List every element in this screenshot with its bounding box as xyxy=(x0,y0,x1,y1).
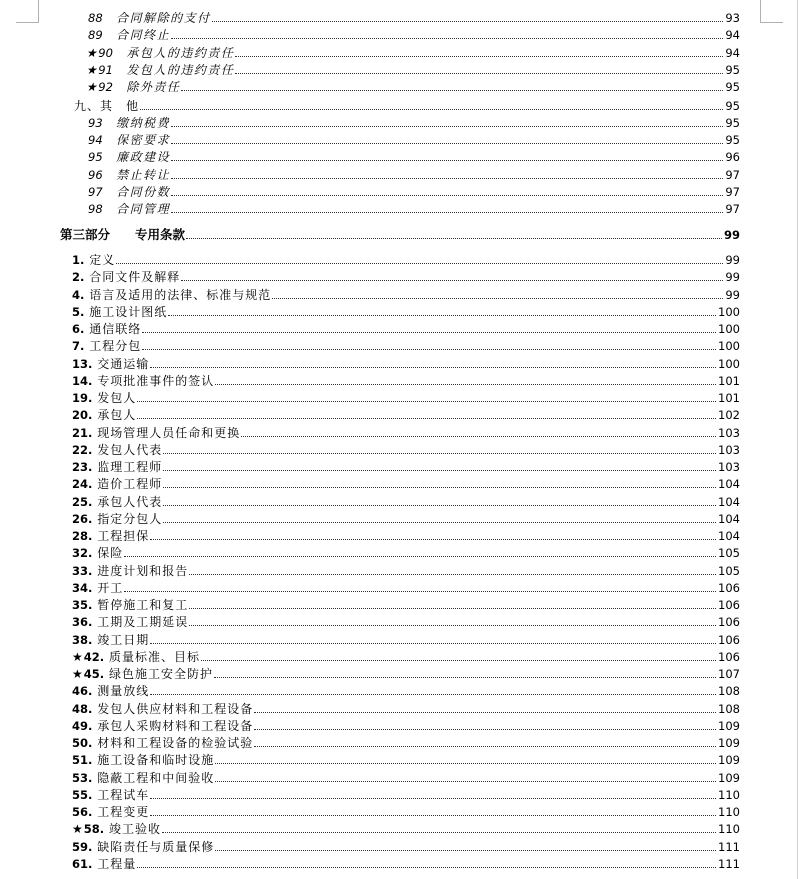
toc-entry-number: 58. xyxy=(83,822,105,837)
toc-entry-label xyxy=(0,133,170,147)
toc-page-number: 94 xyxy=(725,45,740,60)
toc-entry-title: 通信联络 xyxy=(84,322,142,336)
toc-entry-number: 7. xyxy=(72,339,85,354)
toc-clause[interactable] xyxy=(0,388,740,405)
toc-entry-number: 95 xyxy=(88,150,103,165)
dot-leader xyxy=(171,195,723,196)
toc-entry-title: 定义 xyxy=(84,253,116,267)
toc-entry-number: 56. xyxy=(72,805,93,819)
toc-entry-label xyxy=(0,598,188,612)
toc-entry-label xyxy=(0,46,234,60)
toc-entry[interactable] xyxy=(0,25,740,42)
toc-entry-title: 指定分包人 xyxy=(92,511,163,526)
dot-leader xyxy=(150,539,716,540)
toc-entry-label xyxy=(0,408,136,422)
toc-entry-title: 缺陷责任与质量保修 xyxy=(92,839,215,854)
toc-page-number: 99 xyxy=(725,253,740,267)
toc-entry[interactable] xyxy=(0,130,740,147)
toc-entry-label xyxy=(0,426,240,440)
toc-entry-title: 合同解除的支付 xyxy=(102,11,211,25)
toc-entry-label xyxy=(0,305,167,319)
toc-page-number: 109 xyxy=(718,753,740,768)
toc-entry-number: 55. xyxy=(72,787,93,802)
toc-clause[interactable] xyxy=(0,854,740,871)
toc-clause[interactable] xyxy=(0,612,740,629)
toc-clause[interactable] xyxy=(0,423,740,440)
toc-entry-title: 进度计划和报告 xyxy=(92,563,189,578)
toc-page-number: 99 xyxy=(723,228,740,242)
toc-entry-title: 工期及工期延误 xyxy=(92,615,189,630)
toc-entry-label xyxy=(0,374,214,388)
toc-page-number: 105 xyxy=(718,546,740,561)
toc-entry-label xyxy=(0,80,180,94)
toc-entry-label xyxy=(0,28,170,42)
dot-leader xyxy=(163,505,716,506)
toc-clause[interactable] xyxy=(0,509,740,526)
dot-leader xyxy=(215,781,716,782)
toc-entry-title: 合同份数 xyxy=(102,184,171,199)
toc-entry-label xyxy=(0,99,139,113)
star-mark: ★ xyxy=(72,649,84,664)
toc-clause[interactable] xyxy=(0,440,740,457)
toc-page-number: 110 xyxy=(718,822,740,837)
dot-leader xyxy=(241,436,716,437)
toc-clause[interactable] xyxy=(0,699,740,716)
toc-entry-number: 46. xyxy=(72,684,93,699)
toc-entry-number: 1. xyxy=(72,253,85,267)
toc-page-number: 97 xyxy=(725,202,740,216)
toc-entry-label xyxy=(0,443,162,457)
toc-page-number: 94 xyxy=(725,28,740,43)
toc-entry-title: 工程试车 xyxy=(92,787,150,802)
toc-page-number: 102 xyxy=(718,408,740,423)
toc-entry-number: 51. xyxy=(72,753,93,768)
toc-page-number: 109 xyxy=(718,718,740,733)
toc-page-number: 100 xyxy=(718,322,740,336)
toc-page-number: 101 xyxy=(718,373,740,388)
toc-entry-number: 91 xyxy=(98,62,113,77)
toc-entry-number: 92 xyxy=(98,80,113,95)
toc-page-number: 110 xyxy=(718,805,740,819)
toc-entry-label xyxy=(0,391,136,405)
toc-entry-label xyxy=(0,736,253,750)
dot-leader xyxy=(171,143,723,144)
toc-clause[interactable] xyxy=(0,768,740,785)
toc-page-number: 111 xyxy=(718,839,740,854)
toc-entry[interactable] xyxy=(0,60,740,77)
toc-part-title: 第三部分 专用条款 xyxy=(60,227,186,242)
toc-clause[interactable] xyxy=(0,733,740,750)
toc-entry-label xyxy=(0,460,162,474)
dot-leader xyxy=(181,280,723,281)
dot-leader xyxy=(212,21,724,22)
toc-entry-title: 承包人 xyxy=(92,408,137,423)
toc-entry-title: 施工设备和临时设施 xyxy=(92,753,215,768)
toc-page-number: 108 xyxy=(718,701,740,716)
toc-entry-label xyxy=(0,202,170,216)
toc-page-number: 108 xyxy=(718,684,740,699)
toc-clause[interactable] xyxy=(0,405,740,422)
toc-entry-number: 61. xyxy=(72,856,93,871)
toc-clause[interactable] xyxy=(0,837,740,854)
toc-entry[interactable] xyxy=(0,147,740,164)
dot-leader xyxy=(162,832,716,833)
toc-page-number: 99 xyxy=(725,287,740,302)
dot-leader xyxy=(116,263,723,264)
toc-entry-number: 34. xyxy=(72,580,93,595)
toc-entry-number: 14. xyxy=(72,373,93,388)
toc-entry-title: 合同管理 xyxy=(102,202,171,216)
toc-entry-label xyxy=(0,63,234,77)
toc-page-number: 100 xyxy=(718,304,740,319)
dot-leader xyxy=(235,56,723,57)
toc-entry-label xyxy=(0,857,136,871)
toc-clause[interactable] xyxy=(0,457,740,474)
toc-entry-number: 5. xyxy=(72,304,85,319)
toc-clause[interactable] xyxy=(0,630,740,647)
dot-leader xyxy=(189,574,716,575)
toc-page-number: 110 xyxy=(718,787,740,802)
toc-entry-number: 4. xyxy=(72,287,85,302)
toc-entry-label xyxy=(0,339,141,353)
toc-entry-title: 隐蔽工程和中间验收 xyxy=(92,770,215,785)
toc-entry-label xyxy=(0,185,170,199)
toc-entry-label xyxy=(0,822,161,836)
toc-clause[interactable] xyxy=(0,681,740,698)
toc-page-number: 111 xyxy=(718,856,740,871)
dot-leader xyxy=(163,522,716,523)
toc-entry-label xyxy=(0,805,149,819)
dot-leader xyxy=(163,487,716,488)
toc-entry-title: 工程分包 xyxy=(84,339,142,354)
dot-leader xyxy=(215,850,716,851)
toc-entry-title: 合同终止 xyxy=(102,28,171,43)
toc-entry[interactable] xyxy=(0,77,740,94)
toc-entry-label xyxy=(0,322,141,336)
dot-leader xyxy=(124,556,716,557)
toc-entry-title: 竣工日期 xyxy=(92,632,150,647)
toc-page-number: 109 xyxy=(718,736,740,750)
toc-entry-label xyxy=(0,477,162,491)
toc-page-number: 101 xyxy=(718,391,740,405)
toc-entry-number: 25. xyxy=(72,494,93,509)
dot-leader xyxy=(171,38,723,39)
toc-clause[interactable] xyxy=(0,802,740,819)
toc-entry-number: 59. xyxy=(72,839,93,854)
toc-clause[interactable] xyxy=(0,578,740,595)
toc-entry-label xyxy=(0,771,214,785)
toc-entry-title: 造价工程师 xyxy=(92,477,163,492)
toc-entry-number: 89 xyxy=(88,28,103,43)
toc-page-number: 100 xyxy=(718,339,740,354)
toc-entry-title: 合同文件及解释 xyxy=(84,270,181,285)
toc-page-number: 95 xyxy=(725,80,740,95)
dot-leader xyxy=(124,591,716,592)
toc-entry-title: 质量标准、目标 xyxy=(104,649,200,664)
toc-entry-number: 2. xyxy=(72,270,85,285)
toc-page-number: 103 xyxy=(718,460,740,474)
toc-entry-title: 承包人代表 xyxy=(92,494,163,509)
toc-page-number: 106 xyxy=(718,615,740,630)
dot-leader xyxy=(171,160,723,161)
dot-leader xyxy=(171,178,723,179)
toc-page-number: 104 xyxy=(718,511,740,526)
toc-entry-title: 交通运输 xyxy=(92,356,150,371)
toc-page-number: 104 xyxy=(718,477,740,492)
toc-clause[interactable] xyxy=(0,354,740,371)
toc-entry-title: 竣工验收 xyxy=(104,822,161,837)
toc-entry-title: 保险 xyxy=(92,546,124,561)
toc-entry-label xyxy=(0,270,180,284)
toc-entry-label xyxy=(0,546,123,560)
toc-entry-number: 98 xyxy=(88,202,103,216)
toc-entry-label xyxy=(0,228,185,242)
toc-page-number: 104 xyxy=(718,529,740,543)
toc-entry-number: 22. xyxy=(72,442,93,457)
toc-entry-label xyxy=(0,753,214,767)
toc-entry-label xyxy=(0,253,115,267)
toc-entry-label xyxy=(0,529,149,543)
toc-page-number: 103 xyxy=(718,442,740,457)
toc-entry-title: 绿色施工安全防护 xyxy=(104,667,213,681)
dot-leader xyxy=(189,625,716,626)
toc-page-number: 97 xyxy=(725,184,740,199)
toc-entry-number: 26. xyxy=(72,511,93,526)
dot-leader xyxy=(150,694,716,695)
dot-leader xyxy=(186,238,722,239)
toc-entry-title: 廉政建设 xyxy=(102,150,171,165)
toc-entry-label xyxy=(0,650,200,664)
toc-entry-title: 施工设计图纸 xyxy=(84,304,168,319)
toc-page-number: 96 xyxy=(725,150,740,165)
toc-page-number: 95 xyxy=(725,116,740,130)
toc-clause[interactable] xyxy=(0,595,740,612)
toc-entry-title: 现场管理人员任命和更换 xyxy=(92,425,241,440)
toc-page-number: 106 xyxy=(718,598,740,612)
toc-part[interactable] xyxy=(0,225,740,242)
toc-entry-title: 专项批准事件的签认 xyxy=(92,373,215,388)
toc-clause[interactable] xyxy=(0,543,740,560)
toc-page-number: 106 xyxy=(718,649,740,664)
toc-page-number: 106 xyxy=(718,632,740,647)
toc-entry-number: 32. xyxy=(72,546,93,561)
dot-leader xyxy=(215,763,716,764)
toc-entry-label xyxy=(0,633,149,647)
dot-leader xyxy=(254,712,716,713)
toc-entry-title: 语言及适用的法律、标准与规范 xyxy=(84,287,272,302)
toc-entry-title: 发包人供应材料和工程设备 xyxy=(92,701,254,716)
toc-entry-number: 24. xyxy=(72,477,93,492)
toc-entry-label xyxy=(0,667,213,681)
dot-leader xyxy=(142,332,716,333)
toc-entry-title: 承包人的违约责任 xyxy=(112,45,235,60)
toc-entry-title: 禁止转让 xyxy=(102,167,171,182)
toc-entry-number: 96 xyxy=(88,167,103,182)
dot-leader xyxy=(214,677,716,678)
toc-entry-title: 缴纳税费 xyxy=(102,116,171,130)
toc-clause[interactable] xyxy=(0,371,740,388)
toc-entry-number: 19. xyxy=(72,391,93,405)
dot-leader xyxy=(272,298,723,299)
toc-entry-title: 保密要求 xyxy=(102,133,171,148)
toc-page-number: 104 xyxy=(718,494,740,509)
toc-clause[interactable] xyxy=(0,302,740,319)
toc-clause[interactable] xyxy=(0,250,740,267)
dot-leader xyxy=(150,798,716,799)
toc-clause[interactable] xyxy=(0,474,740,491)
star-mark: ★ xyxy=(86,62,99,77)
toc-entry-number: 42. xyxy=(83,649,105,664)
toc-entry-number: 35. xyxy=(72,598,93,612)
toc-entry-number: 13. xyxy=(72,356,93,371)
toc-clause[interactable] xyxy=(0,492,740,509)
dot-leader xyxy=(163,453,716,454)
toc-page-number: 99 xyxy=(725,270,740,285)
toc-entry-label xyxy=(0,357,149,371)
toc-clause[interactable] xyxy=(0,664,740,681)
toc-entry-label xyxy=(0,168,170,182)
toc-entry-number: 20. xyxy=(72,408,93,423)
toc-entry-label xyxy=(0,288,271,302)
dot-leader xyxy=(137,418,716,419)
toc-entry-label xyxy=(0,11,211,25)
toc-page-number: 105 xyxy=(718,563,740,578)
toc-entry-label xyxy=(0,581,123,595)
toc-entry[interactable] xyxy=(0,113,740,130)
toc-entry-title: 发包人代表 xyxy=(92,442,163,457)
toc-page-number: 93 xyxy=(725,11,740,25)
dot-leader xyxy=(171,212,723,213)
toc-entry-title: 材料和工程设备的检验试验 xyxy=(92,736,254,750)
star-mark: ★ xyxy=(86,45,99,60)
dot-leader xyxy=(235,73,723,74)
toc-clause[interactable] xyxy=(0,819,740,836)
toc-entry-label xyxy=(0,564,188,578)
dot-leader xyxy=(163,470,716,471)
toc-entry-label xyxy=(0,116,170,130)
toc-clause[interactable] xyxy=(0,336,740,353)
toc-entry-label xyxy=(0,788,149,802)
toc-entry-number: 97 xyxy=(88,184,103,199)
toc-clause[interactable] xyxy=(0,526,740,543)
toc-entry-label xyxy=(0,702,253,716)
toc-entry[interactable] xyxy=(0,8,740,25)
dot-leader xyxy=(181,90,723,91)
toc-page-number: 107 xyxy=(718,667,740,681)
toc-entry-title: 发包人 xyxy=(92,391,137,405)
dot-leader xyxy=(168,315,716,316)
toc-entry-label xyxy=(0,684,149,698)
toc-entry-label xyxy=(0,512,162,526)
toc-entry[interactable] xyxy=(0,43,740,60)
toc-page-number: 97 xyxy=(725,167,740,182)
toc-page-number: 95 xyxy=(725,62,740,77)
toc-clause[interactable] xyxy=(0,319,740,336)
dot-leader xyxy=(150,367,716,368)
dot-leader xyxy=(142,349,716,350)
toc-clause[interactable] xyxy=(0,285,740,302)
toc-entry-number: 53. xyxy=(72,770,93,785)
toc-entry-label xyxy=(0,840,214,854)
toc-page-number: 106 xyxy=(718,580,740,595)
toc-entry-number: 23. xyxy=(72,460,93,474)
toc-entry-label xyxy=(0,615,188,629)
toc-clause[interactable] xyxy=(0,647,740,664)
toc-entry-number: 49. xyxy=(72,718,93,733)
toc-entry-number: 50. xyxy=(72,736,93,750)
toc-clause[interactable] xyxy=(0,785,740,802)
toc-entry-label xyxy=(0,495,162,509)
toc-clause[interactable] xyxy=(0,750,740,767)
toc-page-number: 100 xyxy=(718,356,740,371)
toc-clause[interactable] xyxy=(0,716,740,733)
toc-entry-number: 90 xyxy=(98,45,113,60)
toc-clause[interactable] xyxy=(0,561,740,578)
toc-entry-title: 除外责任 xyxy=(112,80,181,95)
dot-leader xyxy=(201,660,716,661)
dot-leader xyxy=(254,746,716,747)
toc-chapter-title: 九、其 他 xyxy=(74,99,140,113)
toc-page-number: 95 xyxy=(725,133,740,148)
toc-page-number: 103 xyxy=(718,425,740,440)
dot-leader xyxy=(137,401,716,402)
toc-chapter[interactable] xyxy=(0,96,740,113)
dot-leader xyxy=(189,608,716,609)
toc-entry[interactable] xyxy=(0,199,740,216)
toc-entry-number: 48. xyxy=(72,701,93,716)
dot-leader xyxy=(215,384,716,385)
dot-leader xyxy=(150,643,716,644)
toc-entry-title: 承包人采购材料和工程设备 xyxy=(92,718,254,733)
toc-entry-number: 38. xyxy=(72,632,93,647)
toc-page-number: 95 xyxy=(725,99,740,113)
toc-entry-title: 工程担保 xyxy=(92,529,150,543)
toc-entry-title: 暂停施工和复工 xyxy=(92,598,189,612)
toc-entry-title: 开工 xyxy=(92,580,124,595)
toc-entry-label xyxy=(0,150,170,164)
toc-entry-number: 88 xyxy=(88,11,103,25)
dot-leader xyxy=(137,867,716,868)
toc-entry-title: 测量放线 xyxy=(92,684,150,699)
toc-entry-number: 28. xyxy=(72,529,93,543)
toc-entry-title: 工程量 xyxy=(92,856,137,871)
star-mark: ★ xyxy=(72,822,84,837)
toc-entry-number: 93 xyxy=(88,116,103,130)
toc-entry[interactable] xyxy=(0,182,740,199)
toc-entry-number: 94 xyxy=(88,133,103,148)
toc-entry-number: 36. xyxy=(72,615,93,630)
toc-entry[interactable] xyxy=(0,165,740,182)
toc-entry-number: 6. xyxy=(72,322,85,336)
dot-leader xyxy=(150,815,716,816)
dot-leader xyxy=(140,109,723,110)
toc-clause[interactable] xyxy=(0,267,740,284)
toc-entry-label xyxy=(0,719,253,733)
toc-entry-title: 监理工程师 xyxy=(92,460,163,474)
dot-leader xyxy=(171,126,723,127)
toc-entry-title: 发包人的违约责任 xyxy=(112,62,235,77)
toc-entry-number: 33. xyxy=(72,563,93,578)
star-mark: ★ xyxy=(72,667,84,681)
toc-entry-title: 工程变更 xyxy=(92,805,150,819)
toc-entry-number: 45. xyxy=(83,667,105,681)
toc-page-number: 109 xyxy=(718,770,740,785)
toc-entry-number: 21. xyxy=(72,425,93,440)
star-mark: ★ xyxy=(86,80,99,95)
dot-leader xyxy=(254,729,716,730)
